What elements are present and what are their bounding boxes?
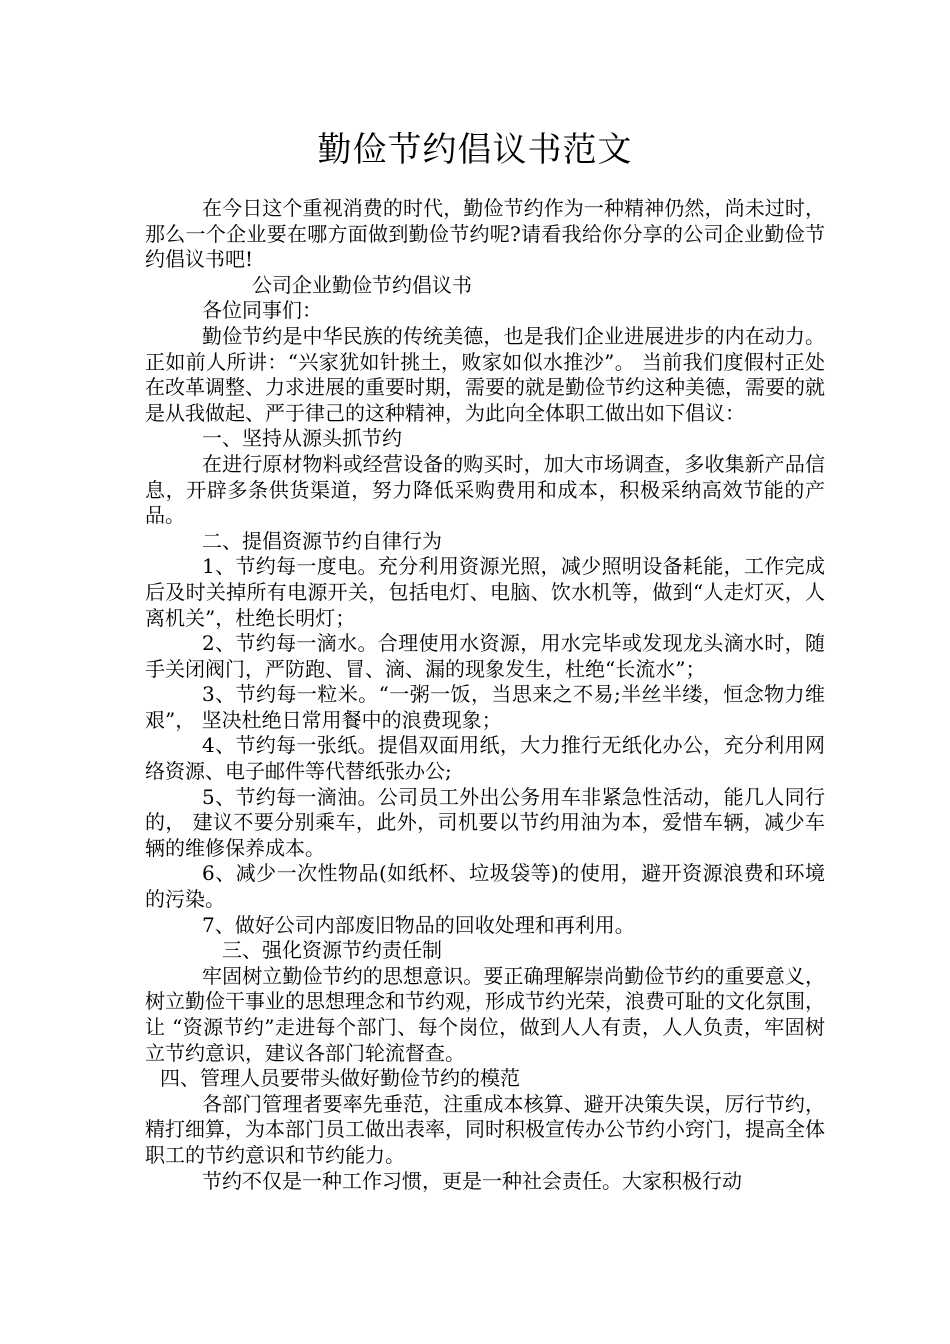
paragraph: 公司企业勤俭节约倡议书 — [252, 272, 472, 297]
paragraph: 各部门管理者要率先垂范，注重成本核算、避开决策失误，厉行节约，精打细算，为本部门员工做出表率，同时积极宣传办公节约小窍门，提高全体职工的节约意识和节约能力。 — [145, 1091, 825, 1167]
paragraph: 节约不仅是一种工作习惯，更是一种社会责任。大家积极行动 — [202, 1168, 742, 1193]
paragraph: 4、节约每一张纸。提倡双面用纸，大力推行无纸化办公，充分利用网络资源、电子邮件等代替纸张办公; — [145, 733, 825, 784]
paragraph: 5、节约每一滴油。公司员工外出公务用车非紧急性活动，能几人同行的， 建议不要分别乘车，此外，司机要以节约用油为本，爱惜车辆，减少车辆的维修保养成本。 — [145, 784, 825, 860]
paragraph: 2、节约每一滴水。合理使用水资源，用水完毕或发现龙头滴水时，随手关闭阀门，严防跑、冒、滴、漏的现象发生，杜绝“长流水”； — [145, 631, 825, 681]
paragraph: 三、强化资源节约责任制 — [222, 938, 442, 963]
paragraph: 在进行原材物料或经营设备的购买时，加大市场调查，多收集新产品信息，开辟多条供货渠道，努力降低采购费用和成本，积极采纳高效节能的产品。 — [145, 451, 825, 528]
paragraph: 在今日这个重视消费的时代，勤俭节约作为一种精神仍然，尚未过时，那么一个企业要在哪方面做到勤俭节约呢?请看我给你分享的公司企业勤俭节约倡议书吧! — [145, 196, 825, 272]
paragraph: 牢固树立勤俭节约的思想意识。要正确理解崇尚勤俭节约的重要意义，树立勤俭干事业的思想理念和节约观，形成节约光荣，浪费可耻的文化氛围，让 “资源节约”走进每个部门、每个岗位，做到人人有责，人人负责，牢固树立节约意识，建议各部门轮流督查。 — [145, 963, 825, 1065]
paragraph: 一、坚持从源头抓节约 — [202, 426, 402, 451]
paragraph: 7、做好公司内部废旧物品的回收处理和再利用。 — [202, 912, 635, 937]
paragraph: 3、节约每一粒米。“一粥一饭，当思来之不易;半丝半缕，恒念物力维艰”， 坚决杜绝日常用餐中的浪费现象； — [145, 682, 825, 732]
paragraph: 四、管理人员要带头做好勤俭节约的模范 — [160, 1066, 520, 1091]
paragraph: 勤俭节约是中华民族的传统美德，也是我们企业进展进步的内在动力。 正如前人所讲：“兴家犹如针挑土，败家如似水推沙”。 当前我们度假村正处在改革调整、力求进展的重要时期，需要的就是勤俭节约这种美德，需要的就是从我做起、严于律己的这种精神，为此向全体职工做出如下倡议： — [145, 323, 825, 425]
paragraph: 二、提倡资源节约自律行为 — [202, 528, 442, 553]
paragraph: 6、减少一次性物品(如纸杯、垃圾袋等)的使用，避开资源浪费和环境的污染。 — [145, 861, 825, 912]
document-title: 勤俭节约倡议书范文 — [317, 130, 633, 170]
paragraph: 1、节约每一度电。充分利用资源光照，减少照明设备耗能，工作完成后及时关掉所有电源开关，包括电灯、电脑、饮水机等，做到“人走灯灭，人离机关”，杜绝长明灯； — [145, 554, 825, 630]
document-body — [145, 196, 825, 1194]
paragraph: 各位同事们： — [202, 298, 322, 323]
